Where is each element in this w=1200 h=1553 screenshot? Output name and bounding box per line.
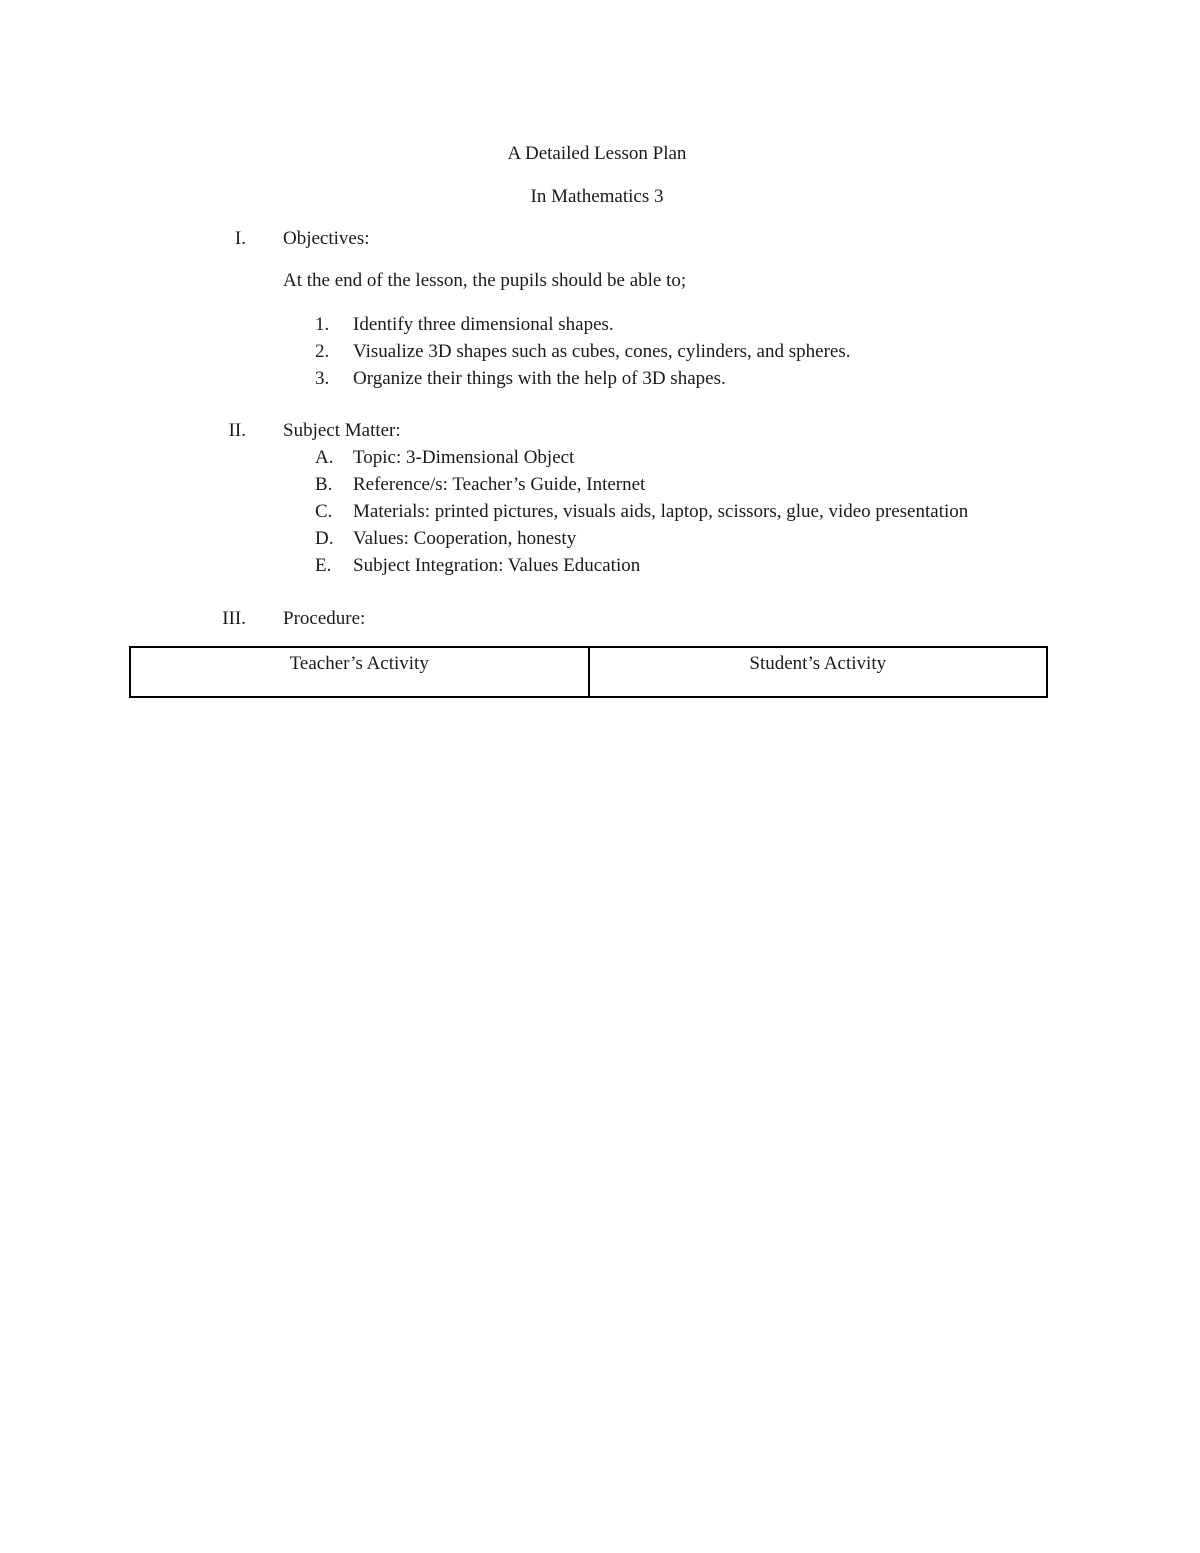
section-numeral-objectives: I. — [234, 228, 246, 249]
list-marker: 1. — [315, 314, 330, 335]
list-marker: A. — [315, 447, 334, 468]
section-numeral-procedure: III. — [222, 608, 246, 629]
section-heading-subject-matter: Subject Matter: — [283, 420, 401, 441]
document-subtitle: In Mathematics 3 — [530, 186, 664, 207]
list-marker: C. — [315, 501, 333, 522]
section-numeral-subject-matter: II. — [228, 420, 246, 441]
list-marker: B. — [315, 474, 333, 495]
table-header-teacher-activity: Teacher’s Activity — [130, 647, 589, 697]
list-item-text: Materials: printed pictures, visuals aids, laptop, scissors, glue, video presentation — [353, 501, 969, 522]
objectives-intro: At the end of the lesson, the pupils should be able to; — [283, 270, 687, 291]
list-item-text: Topic: 3-Dimensional Object — [353, 447, 575, 468]
list-item-text: Reference/s: Teacher’s Guide, Internet — [353, 474, 646, 495]
list-marker: 2. — [315, 341, 330, 362]
document-title: A Detailed Lesson Plan — [507, 143, 687, 164]
list-marker: 3. — [315, 368, 330, 389]
table-row — [130, 647, 1047, 697]
section-heading-procedure: Procedure: — [283, 608, 366, 629]
list-item-text: Subject Integration: Values Education — [353, 555, 641, 576]
section-heading-objectives: Objectives: — [283, 228, 370, 249]
list-item-text: Identify three dimensional shapes. — [353, 314, 614, 335]
list-marker: D. — [315, 528, 334, 549]
list-marker: E. — [315, 555, 332, 576]
list-item-text: Values: Cooperation, honesty — [353, 528, 577, 549]
list-item-text: Organize their things with the help of 3D shapes. — [353, 368, 726, 389]
list-item-text: Visualize 3D shapes such as cubes, cones, cylinders, and spheres. — [353, 341, 851, 362]
procedure-table — [129, 646, 1048, 698]
table-header-student-activity: Student’s Activity — [589, 647, 1048, 697]
